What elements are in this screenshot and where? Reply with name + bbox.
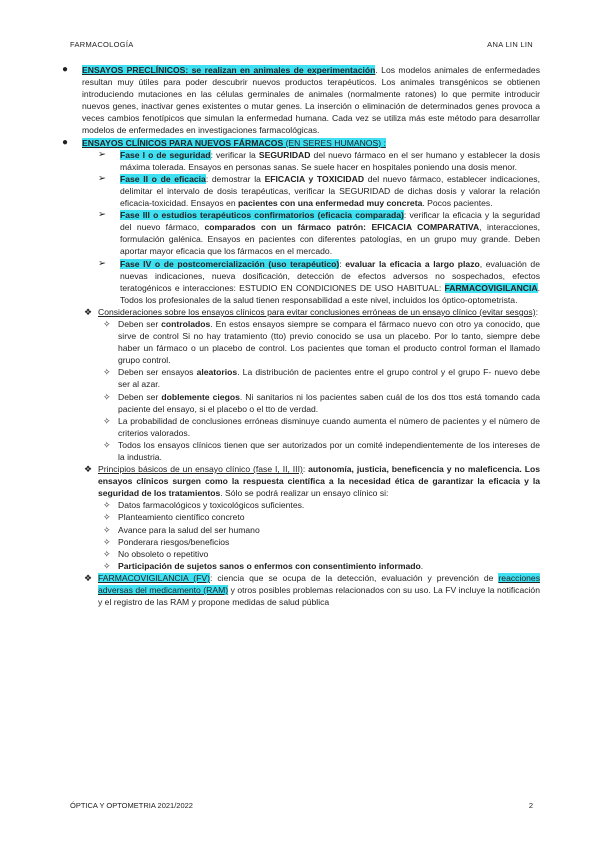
- fase-1: ➢ Fase I o de seguridad: verificar la SEGURIDAD del nuevo fármaco en el ser humano y establecer la dosis máxima tolerada. Ensayos en personas sanas. Se suele hacer en hospitales poniendo una dosis menor.: [98, 148, 540, 172]
- principio-item: ✧ Avance para la salud del ser humano: [103, 524, 260, 535]
- footer-course: ÓPTICA Y OPTOMETRIA 2021/2022: [70, 801, 193, 810]
- section-farmacovigilancia: ❖ FARMACOVIGILANCIA (FV): ciencia que se ocupa de la detección, evaluación y prevención de reacciones adversas del medicamento (RAM) y otros posibles problemas relacionados con su uso. La FV incluye la notificación y el registro de las RAM y propone medidas de salud pública: [84, 572, 540, 608]
- header-subject: FARMACOLOGÍA: [70, 40, 134, 49]
- section-consideraciones: ❖ Consideraciones sobre los ensayos clínicos para evitar conclusiones erróneas de un ensayo clínico (evitar sesgos):: [84, 306, 538, 317]
- consideracion-item: ✧ La probabilidad de conclusiones erróneas disminuye cuando aumenta el número de pacientes y el número de criterios valorados.: [103, 415, 540, 438]
- star-icon: ✧: [103, 536, 111, 547]
- star-icon: ✧: [103, 367, 111, 378]
- star-icon: ✧: [103, 391, 111, 402]
- arrow-icon: ➢: [98, 257, 106, 269]
- star-icon: ✧: [103, 560, 111, 571]
- principio-item: ✧ Datos farmacológicos y toxicológicos suficientes.: [103, 500, 305, 511]
- fase-2: ➢ Fase II o de eficacia: demostrar la EFICACIA y TOXICIDAD del nuevo fármaco, establecer indicaciones, delimitar el intervalo de dosis terapéuticas, verificar la SEGURIDAD de dichas dosis y valorar la relación eficacia-toxicidad. Ensayos en pacientes con una enfermedad muy concreta. Pocos pacientes.: [98, 172, 540, 209]
- consideracion-item: ✧ Todos los ensayos clínicos tienen que ser autorizados por un comité independientemente de los intereses de la industria.: [103, 439, 540, 462]
- star-icon: ✧: [103, 318, 111, 329]
- star-icon: ✧: [103, 524, 111, 535]
- farmacovigilancia-title: FARMACOVIGILANCIA (FV): [98, 572, 210, 583]
- diamond-icon: ❖: [84, 464, 93, 475]
- page-content: [62, 64, 540, 608]
- header-author: ANA LIN LIN: [487, 40, 533, 49]
- star-icon: ✧: [103, 548, 111, 559]
- principio-item: ✧ Planteamiento científico concreto: [103, 512, 245, 523]
- principio-item: ✧ Ponderara riesgos/beneficios: [103, 536, 230, 547]
- consideracion-item: ✧ Deben ser ensayos aleatorios. La distribución de pacientes entre el grupo control y el grupo F- nuevo debe ser al azar.: [103, 367, 540, 390]
- star-icon: ✧: [103, 512, 111, 523]
- preclinicos-title: ENSAYOS PRECLÍNICOS: se realizan en animales de experimentación: [82, 65, 376, 75]
- arrow-icon: ➢: [98, 172, 106, 184]
- principio-item: ✧ Participación de sujetos sanos o enfermos con consentimiento informado.: [103, 560, 424, 571]
- bullet-icon: ●: [62, 64, 69, 75]
- fase-4: ➢ Fase IV o de postcomercialización (uso terapéutico): evaluar la eficacia a largo plazo, evaluación de nuevas indicaciones, nueva dosificación, detección de efectos adversos no sospechados, efectos teratogénicos e interacciones: ESTUDIO EN CONDICIONES DE USO HABITUAL: FARMACOVIGILANCIA. Todos los profesionales de la salud tienen responsabilidad a este nivel, incluidos los óptico-optometrista.: [98, 257, 540, 305]
- star-icon: ✧: [103, 500, 111, 511]
- principio-item: ✧ No obsoleto o repetitivo: [103, 548, 209, 559]
- star-icon: ✧: [103, 439, 111, 450]
- consideracion-item: ✧ Deben ser controlados. En estos ensayos siempre se compara el fármaco nuevo con otro ya conocido, que sirve de control Si no hay tratamiento (tto) previo conocido se usa un placebo. Por lo tanto, siempre debe haber un fármaco o un placebo de control. Los pacientes que toman el producto control forman el llamado grupo control.: [103, 318, 540, 366]
- preclinicos-text: . Los modelos animales de enfermedades resultan muy útiles para poder descubrir nuevos productos terapéuticos. Los animales transgénicos se obtienen introduciendo mutaciones en las células germinales de animales (normalmente ratones) lo que permite introducir nuevos genes, inactivar genes existentes o mutar genes. La inserción o eliminación de determinados genes provoca a veces cambios fenotípicos que simulan la enfermedad humana. Cada vez se utiliza más este método para desarrollar modelos de enfermedades en investigaciones farmacológicas.: [82, 65, 541, 136]
- diamond-icon: ❖: [84, 306, 93, 317]
- section-clinicos: [62, 137, 540, 149]
- fase-title: Fase III o estudios terapéuticos confirmatorios (eficacia comparada): [120, 210, 404, 221]
- consideracion-item: ✧ Deben ser doblemente ciegos. Ni sanitarios ni los pacientes saben cuál de los dos ttos está tomando cada paciente del ensayo, si el placebo o el tto de verdad.: [103, 391, 540, 414]
- bullet-icon: ●: [62, 136, 69, 148]
- clinicos-title: ENSAYOS CLÍNICOS PARA NUEVOS FÁRMACOS (EN SERES HUMANOS) :: [82, 137, 386, 148]
- section-principios: ❖ Principios básicos de un ensayo clínico (fase I, II, III): autonomía, justicia, beneficencia y no maleficencia. Los ensayos clínicos surgen como la respuesta científica a la necesidad ética de garantizar la eficacia y la seguridad de los tratamientos. Sólo se podrá realizar un ensayo clínico si:: [84, 464, 540, 499]
- fase-3: ➢ Fase III o estudios terapéuticos confirmatorios (eficacia comparada): verificar la eficacia y la seguridad del nuevo fármaco, comparados con un fármaco patrón: EFICACIA COMPARATIVA, interacciones, formulación galénica. Ensayos en pacientes con diferentes patologías, en un grupo muy grande. Deben aportar mayor eficacia que los fármacos en el mercado.: [98, 209, 540, 257]
- fase-title: Fase IV o de postcomercialización (uso terapéutico): [120, 258, 340, 269]
- arrow-icon: ➢: [98, 148, 106, 160]
- fase-title: Fase II o de eficacia: [120, 173, 206, 184]
- consideraciones-title: Consideraciones sobre los ensayos clínicos para evitar conclusiones erróneas de un ensayo clínico (evitar sesgos): [98, 306, 536, 317]
- page-number: 2: [528, 801, 533, 810]
- section-preclinicos: [62, 64, 540, 137]
- diamond-icon: ❖: [84, 572, 93, 583]
- fase-title: Fase I o de seguridad: [120, 149, 211, 160]
- star-icon: ✧: [103, 415, 111, 426]
- principios-title: Principios básicos de un ensayo clínico (fase I, II, III): [98, 464, 303, 475]
- arrow-icon: ➢: [98, 209, 106, 221]
